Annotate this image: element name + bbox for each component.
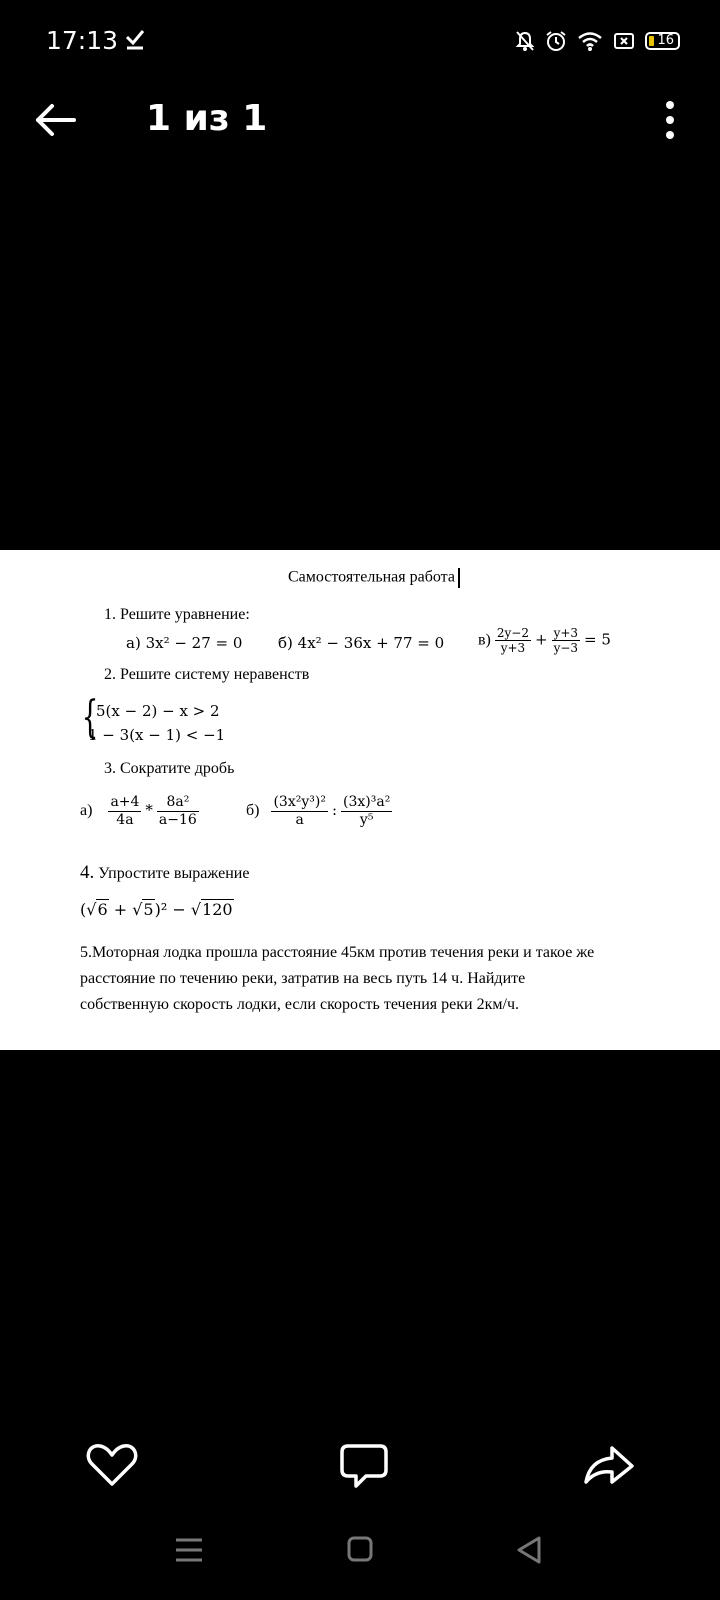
arrow-left-icon[interactable] <box>30 98 80 142</box>
task1-b: б) 4x² − 36x + 77 = 0 <box>278 634 445 652</box>
multiply-sign: * <box>145 800 153 819</box>
task1-a: а) 3x² − 27 = 0 <box>126 634 243 652</box>
doc-title-text: Самостоятельная работа <box>288 568 455 586</box>
fraction-denominator: 4a <box>116 811 134 828</box>
share-icon[interactable] <box>578 1440 638 1490</box>
equals-five: = 5 <box>584 630 611 649</box>
task5-line1: 5.Моторная лодка прошла расстояние 45км против течения реки и такое же <box>80 944 595 961</box>
text-cursor <box>458 568 460 588</box>
heart-icon[interactable] <box>82 1440 142 1490</box>
plus-sign: + <box>535 630 548 649</box>
fraction-numerator: (3x)³a² <box>343 794 391 810</box>
fraction-numerator: 8a² <box>157 794 199 812</box>
battery-level: 16 <box>657 33 674 48</box>
fraction-numerator: 2y−2 <box>496 626 529 640</box>
task4-label <box>80 862 249 884</box>
fraction-numerator: y+3 <box>553 626 579 640</box>
task3-label: 3. Сократите дробь <box>104 760 235 777</box>
task3-a <box>80 794 199 829</box>
app-bar <box>0 90 720 160</box>
task2-label: 2. Решите систему неравенств <box>104 666 310 683</box>
doc-title <box>288 568 460 588</box>
more-vert-icon[interactable] <box>660 98 680 142</box>
divide-sign: : <box>331 800 338 819</box>
status-icons <box>515 30 680 52</box>
radicand: 120 <box>202 900 233 919</box>
task3-a-fraction-1 <box>108 794 141 829</box>
document-image[interactable] <box>0 550 720 1050</box>
status-bar <box>0 0 720 90</box>
status-time: 17:13 <box>46 26 119 55</box>
page-counter: 1 из 1 <box>146 98 268 139</box>
task1-c-prefix: в) <box>478 631 491 649</box>
fraction-denominator: y⁵ <box>359 811 374 828</box>
radicand: 6 <box>97 900 108 919</box>
action-bar <box>0 1440 720 1520</box>
menu-icon[interactable] <box>164 1530 214 1570</box>
battery-fill <box>649 36 654 46</box>
wifi-icon <box>577 30 603 52</box>
expr-part: + √ <box>108 900 143 919</box>
alarm-icon <box>545 30 567 52</box>
fraction-denominator: a−16 <box>158 811 197 828</box>
download-done-icon <box>124 26 146 52</box>
battery-icon <box>645 32 680 50</box>
fraction-denominator: y+3 <box>500 641 526 656</box>
fraction-denominator: a <box>295 811 304 828</box>
fraction-denominator: y−3 <box>553 641 579 656</box>
notification-icon <box>613 31 635 51</box>
task3-a-fraction-2 <box>157 794 199 829</box>
back-triangle-icon[interactable] <box>505 1530 555 1570</box>
expr-part: )² − √ <box>154 900 202 919</box>
system-nav-bar <box>0 1530 720 1580</box>
task3-a-prefix: а) <box>80 801 93 819</box>
task4-text: Упростите выражение <box>98 865 250 882</box>
task3-b-fraction-2 <box>341 794 392 829</box>
task4-expression <box>80 900 234 919</box>
fraction-numerator: (3x²y³)² <box>273 794 326 810</box>
home-icon[interactable] <box>335 1530 385 1570</box>
task1-c-fraction-1 <box>495 626 531 656</box>
task1-c <box>478 626 611 656</box>
task3-b-fraction-1 <box>271 794 327 829</box>
system-brace: { <box>81 692 99 743</box>
task1-c-fraction-2 <box>552 626 580 656</box>
comment-icon[interactable] <box>334 1440 394 1490</box>
task3-b-prefix: б) <box>246 801 260 819</box>
radicand: 5 <box>143 900 154 919</box>
fraction-numerator: a+4 <box>110 794 140 810</box>
task5-line2: расстояние по течению реки, затратив на весь путь 14 ч. Найдите <box>80 970 526 987</box>
task5-line3: собственную скорость лодки, если скорость течения реки 2км/ч. <box>80 996 519 1013</box>
task3-b <box>246 794 392 829</box>
task4-number: 4. <box>80 862 95 883</box>
task2-line2: 1 − 3(x − 1) < −1 <box>88 726 226 744</box>
bell-muted-icon <box>515 30 535 52</box>
task2-line1: 5(x − 2) − x > 2 <box>96 702 220 720</box>
expr-part: (√ <box>80 900 97 919</box>
task1-label: 1. Решите уравнение: <box>104 606 250 623</box>
